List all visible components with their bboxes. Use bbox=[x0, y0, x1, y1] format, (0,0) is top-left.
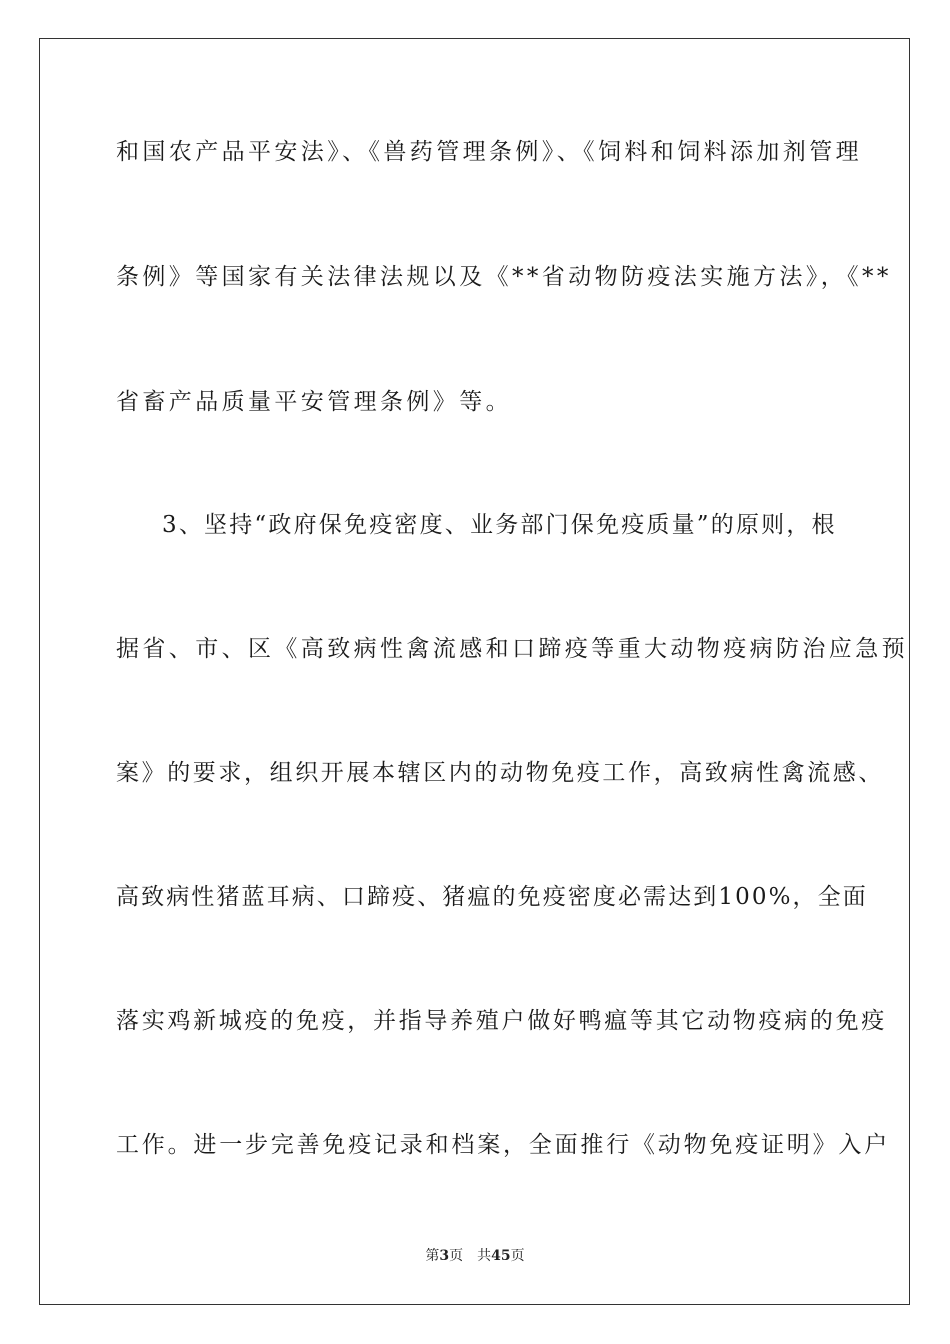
text-line-6: 案》的要求，组织开展本辖区内的动物免疫工作，高致病性禽流感、 bbox=[116, 760, 884, 786]
text-line-3: 省畜产品质量平安管理条例》等。 bbox=[116, 389, 512, 415]
text-line-9: 工作。进一步完善免疫记录和档案，全面推行《动物免疫证明》入户 bbox=[116, 1132, 890, 1158]
text-line-1: 和国农产品平安法》、《兽药管理条例》、《饲料和饲料添加剂管理 bbox=[116, 139, 862, 165]
text-line-2: 条例》等国家有关法律法规以及《**省动物防疫法实施方法》，《** bbox=[116, 264, 892, 290]
footer-page-prefix: 第 bbox=[425, 1248, 440, 1264]
page-border bbox=[39, 38, 910, 1305]
footer-total-prefix: 共 bbox=[477, 1248, 492, 1264]
text-line-5: 据省、市、区《高致病性禽流感和口蹄疫等重大动物疫病防治应急预 bbox=[116, 636, 908, 662]
footer-total-pages: 45 bbox=[491, 1248, 511, 1264]
text-line-8: 落实鸡新城疫的免疫，并指导养殖户做好鸭瘟等其它动物疫病的免疫 bbox=[116, 1008, 887, 1034]
footer-page-number: 3 bbox=[439, 1248, 450, 1264]
page-footer bbox=[0, 1247, 950, 1265]
footer-total-suffix: 页 bbox=[510, 1248, 525, 1264]
footer-page-suffix: 页 bbox=[449, 1248, 464, 1264]
text-line-7: 高致病性猪蓝耳病、口蹄疫、猪瘟的免疫密度必需达到100%，全面 bbox=[116, 884, 868, 910]
text-line-4: 3、坚持“政府保免疫密度、业务部门保免疫质量”的原则，根 bbox=[162, 512, 837, 538]
